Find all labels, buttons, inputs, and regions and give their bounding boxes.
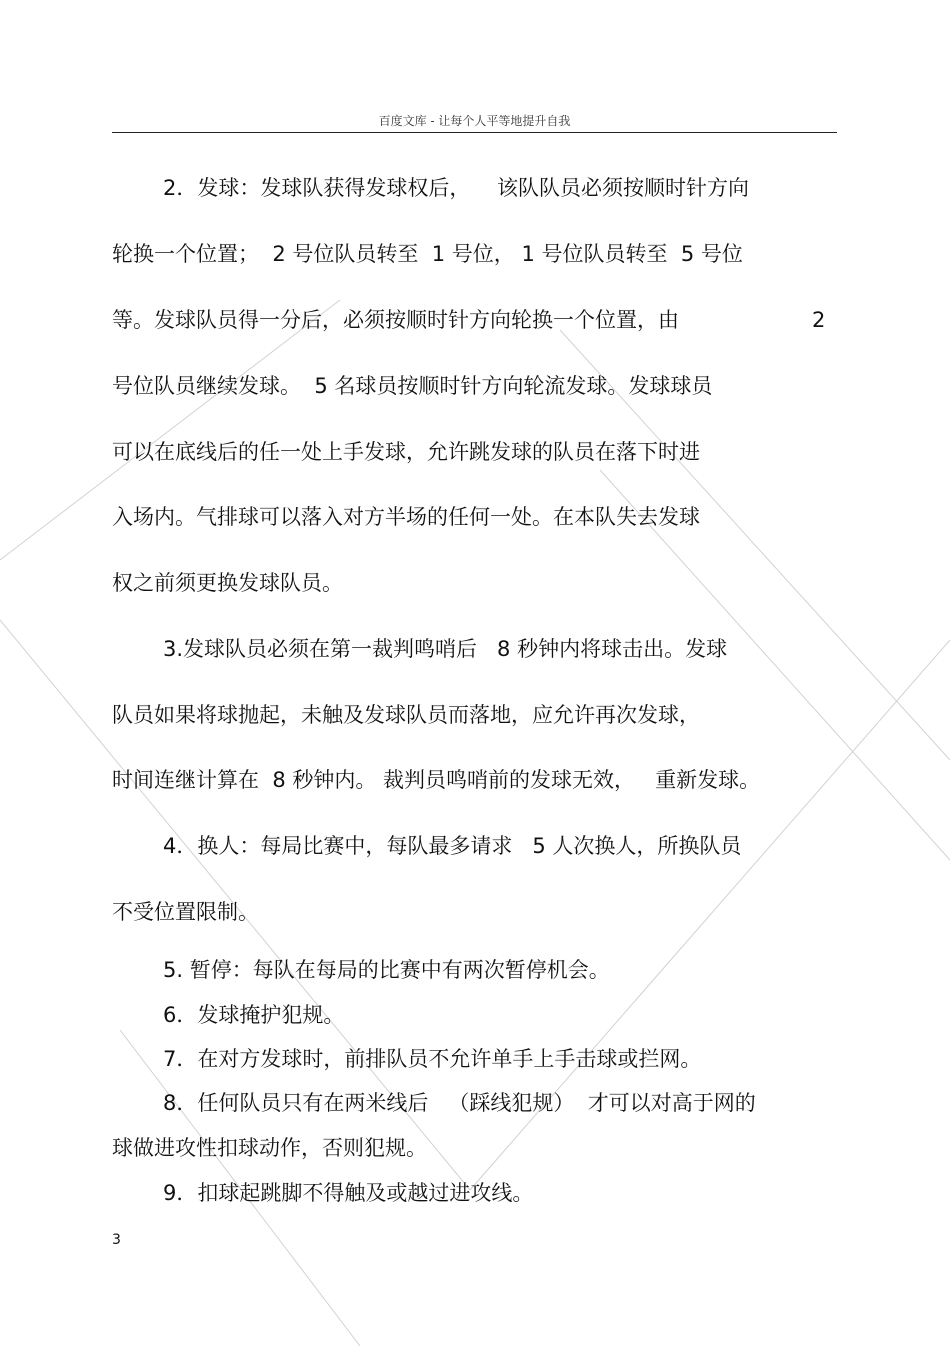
text-line: 等。发球队员得一分后，必须按顺时针方向轮换一个位置，由: [112, 308, 679, 332]
text-line: 时间连继计算在 8 秒钟内。 裁判员鸣哨前的发球无效， 重新发球。: [112, 768, 761, 792]
text-line: 球做进攻性扣球动作，否则犯规。: [112, 1136, 427, 1160]
text-line: 9．扣球起跳脚不得触及或越过进攻线。: [163, 1181, 534, 1205]
text-line: 不受位置限制。: [112, 900, 259, 924]
header-rule: [112, 132, 837, 133]
text-line: 4．换人：每局比赛中，每队最多请求 5 人次换人，所换队员: [163, 834, 742, 858]
text-line: 号位队员继续发球。 5 名球员按顺时针方向轮流发球。发球球员: [112, 374, 713, 398]
text-line: 8．任何队员只有在两米线后 （踩线犯规） 才可以对高于网的: [163, 1091, 756, 1115]
text-line: 7．在对方发球时，前排队员不允许单手上手击球或拦网。: [163, 1047, 702, 1071]
page-number: 3: [112, 1232, 121, 1248]
text-line: 3.发球队员必须在第一裁判鸣哨后 8 秒钟内将球击出。发球: [163, 637, 728, 661]
text-line: 2: [812, 308, 826, 332]
page-header: 百度文库 - 让每个人平等地提升自我: [378, 114, 571, 128]
text-line: 6．发球掩护犯规。: [163, 1003, 345, 1027]
text-line: 可以在底线后的任一处上手发球，允许跳发球的队员在落下时进: [112, 440, 700, 464]
text-line: 2．发球：发球队获得发球权后， 该队队员必须按顺时针方向: [163, 176, 750, 200]
text-line: 队员如果将球抛起，未触及发球队员而落地，应允许再次发球，: [112, 703, 700, 727]
text-line: 入场内。气排球可以落入对方半场的任何一处。在本队失去发球: [112, 505, 700, 529]
text-line: 权之前须更换发球队员。: [112, 571, 343, 595]
text-line: 5. 暂停：每队在每局的比赛中有两次暂停机会。: [163, 958, 610, 982]
text-line: 轮换一个位置； 2 号位队员转至 1 号位， 1 号位队员转至 5 号位: [112, 242, 743, 266]
